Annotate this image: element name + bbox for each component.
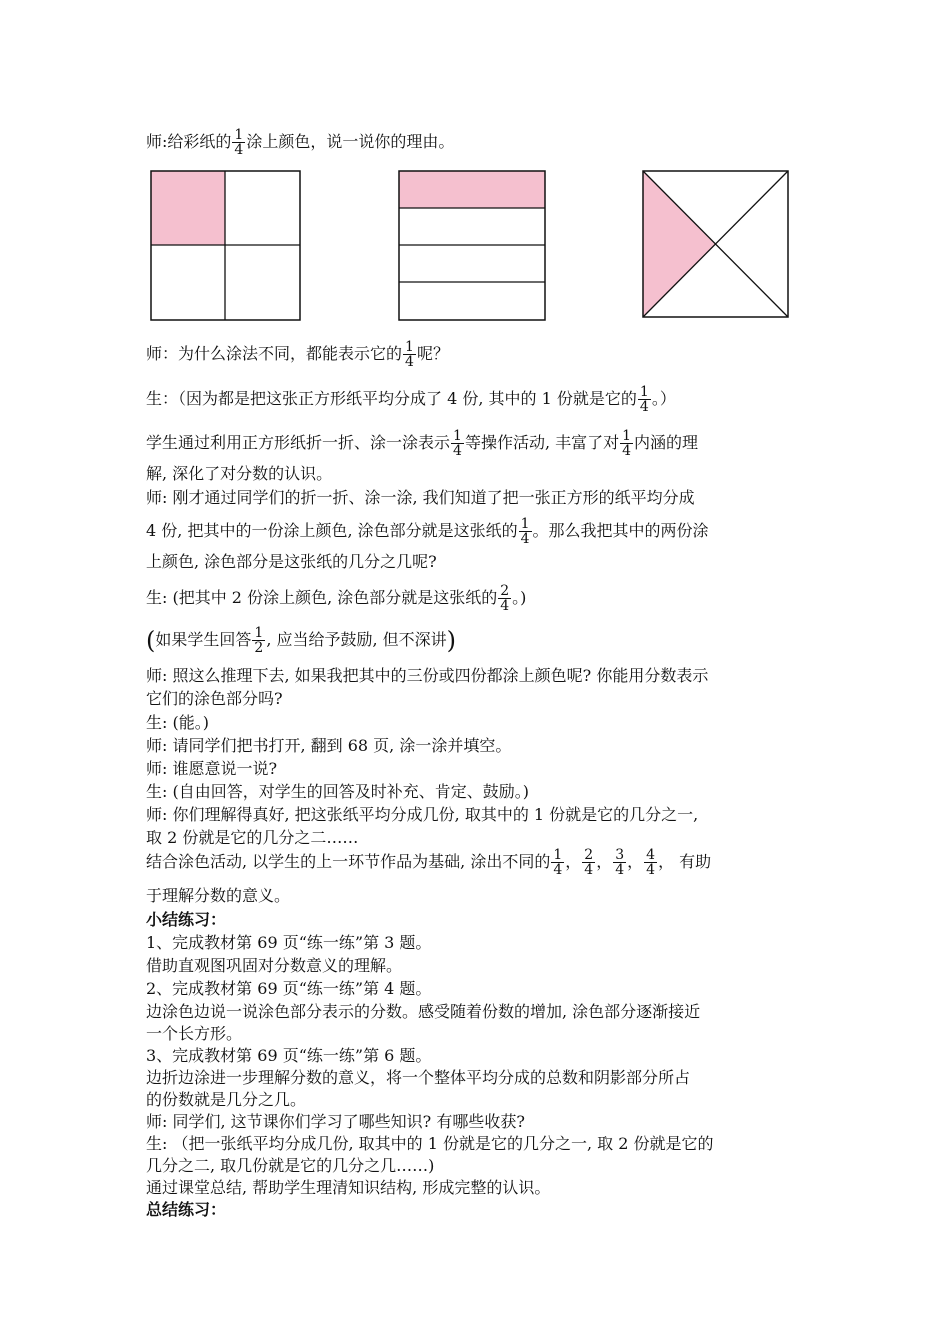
line-3-text-b: 。） — [651, 389, 676, 408]
line-3-text-a: 生：（因为都是把这张正方形纸平均分成了 4 份, 其中的 1 份就是它的 — [146, 389, 637, 408]
fraction-one-fourth: $\frac{1}{4}$ — [553, 847, 563, 878]
line-11: 师: 照这么推理下去, 如果我把其中的三份或四份都涂上颜色呢? 你能用分数表示 — [146, 666, 709, 685]
line-2-text-a: 师：为什么涂法不同，都能表示它的 — [146, 344, 403, 363]
section-heading-summary: 小结练习： — [146, 910, 227, 929]
line-27: 3、完成教材第 69 页“练一练”第 6 题。 — [146, 1046, 432, 1065]
fraction-four-fourths: $\frac{4}{4}$ — [646, 847, 656, 878]
line-19 — [146, 848, 711, 877]
comma: ， — [596, 852, 613, 871]
line-22: 1、完成教材第 69 页“练一练”第 3 题。 — [146, 933, 432, 952]
line-9-text-b: 。) — [512, 588, 527, 607]
close-paren: ) — [446, 626, 457, 655]
line-17: 师: 你们理解得真好, 把这张纸平均分成几份, 取其中的 1 份就是它的几分之一, — [146, 805, 699, 824]
line-7-text-a: 4 份, 把其中的一份涂上颜色, 涂色部分就是这张纸的 — [146, 521, 518, 540]
line-3 — [146, 385, 676, 414]
fraction-two-fourths: $\frac{2}{4}$ — [500, 583, 510, 614]
line-4 — [146, 429, 698, 458]
line-15: 师: 谁愿意说一说? — [146, 759, 278, 778]
line-18: 取 2 份就是它的几分之二…… — [146, 828, 359, 847]
comma: ， — [565, 852, 582, 871]
shaded-triangle — [643, 171, 715, 317]
figure-square-diagonals — [642, 170, 790, 320]
line-8: 上颜色, 涂色部分是这张纸的几分之几呢? — [146, 552, 437, 571]
line-29: 的份数就是几分之几。 — [146, 1090, 307, 1109]
line-19-text-a: 结合涂色活动, 以学生的上一环节作品为基础, 涂出不同的 — [146, 852, 551, 871]
line-20: 于理解分数的意义。 — [146, 886, 291, 905]
line-7-text-b: 。那么我把其中的两份涂 — [532, 521, 709, 540]
figure-square-strips — [398, 170, 546, 322]
fraction-two-fourths: $\frac{2}{4}$ — [584, 847, 594, 878]
line-1-text-a: 师:给彩纸的 — [146, 132, 232, 151]
line-2 — [146, 340, 449, 369]
line-4-text-a: 学生通过利用正方形纸折一折、涂一涂表示 — [146, 433, 451, 452]
fraction-one-fourth: $\frac{1}{4}$ — [622, 428, 632, 459]
line-16: 生: (自由回答，对学生的回答及时补充、肯定、鼓励。) — [146, 782, 529, 801]
fraction-one-fourth: $\frac{1}{4}$ — [520, 516, 530, 547]
line-7 — [146, 517, 709, 546]
section-heading-review: 总结练习： — [146, 1200, 227, 1219]
line-10-text-a: 如果学生回答 — [155, 630, 252, 649]
fraction-one-fourth: $\frac{1}{4}$ — [405, 339, 414, 370]
shaded-quarter — [151, 171, 225, 245]
line-32: 几分之二, 取几份就是它的几分之几……) — [146, 1156, 435, 1175]
line-26: 一个长方形。 — [146, 1024, 243, 1043]
shaded-strip — [399, 171, 545, 208]
line-10-text-b: , 应当给予鼓励, 但不深讲 — [266, 630, 447, 649]
line-30: 师: 同学们, 这节课你们学习了哪些知识? 有哪些收获? — [146, 1112, 525, 1131]
line-13: 生: (能。) — [146, 713, 209, 732]
fraction-one-fourth: $\frac{1}{4}$ — [234, 127, 244, 158]
line-1 — [146, 128, 454, 157]
line-6: 师: 刚才通过同学们的折一折、涂一涂, 我们知道了把一张正方形的纸平均分成 — [146, 488, 695, 507]
open-paren: ( — [146, 626, 156, 655]
fraction-one-fourth: $\frac{1}{4}$ — [639, 384, 649, 415]
fraction-one-half: $\frac{1}{2}$ — [254, 625, 264, 656]
line-9 — [146, 584, 526, 613]
line-14: 师: 请同学们把书打开, 翻到 68 页, 涂一涂并填空。 — [146, 736, 512, 755]
line-19-text-b: ， 有助 — [658, 852, 712, 871]
line-10 — [146, 626, 456, 655]
line-25: 边涂色边说一说涂色部分表示的分数。感受随着份数的增加, 涂色部分逐渐接近 — [146, 1002, 701, 1021]
line-2-text-b: 呢？ — [416, 344, 449, 363]
fraction-one-fourth: $\frac{1}{4}$ — [453, 428, 462, 459]
line-28: 边折边涂进一步理解分数的意义，将一个整体平均分成的总数和阴影部分所占 — [146, 1068, 691, 1087]
line-33: 通过课堂总结, 帮助学生理清知识结构, 形成完整的认识。 — [146, 1178, 551, 1197]
line-4-text-c: 内涵的理 — [634, 433, 699, 452]
line-12: 它们的涂色部分吗? — [146, 689, 283, 708]
line-5: 解, 深化了对分数的认识。 — [146, 464, 333, 483]
line-9-text-a: 生: (把其中 2 份涂上颜色, 涂色部分就是这张纸的 — [146, 588, 498, 607]
line-23: 借助直观图巩固对分数意义的理解。 — [146, 956, 403, 975]
figure-square-quarter — [150, 170, 302, 322]
comma: ， — [627, 852, 644, 871]
line-24: 2、完成教材第 69 页“练一练”第 4 题。 — [146, 979, 432, 998]
line-4-text-b: 等操作活动, 丰富了对 — [464, 433, 620, 452]
line-1-text-b: 涂上颜色，说一说你的理由。 — [246, 132, 455, 151]
fraction-three-fourths: $\frac{3}{4}$ — [615, 847, 625, 878]
line-31: 生: （把一张纸平均分成几份, 取其中的 1 份就是它的几分之一, 取 2 份就是它的 — [146, 1134, 714, 1153]
